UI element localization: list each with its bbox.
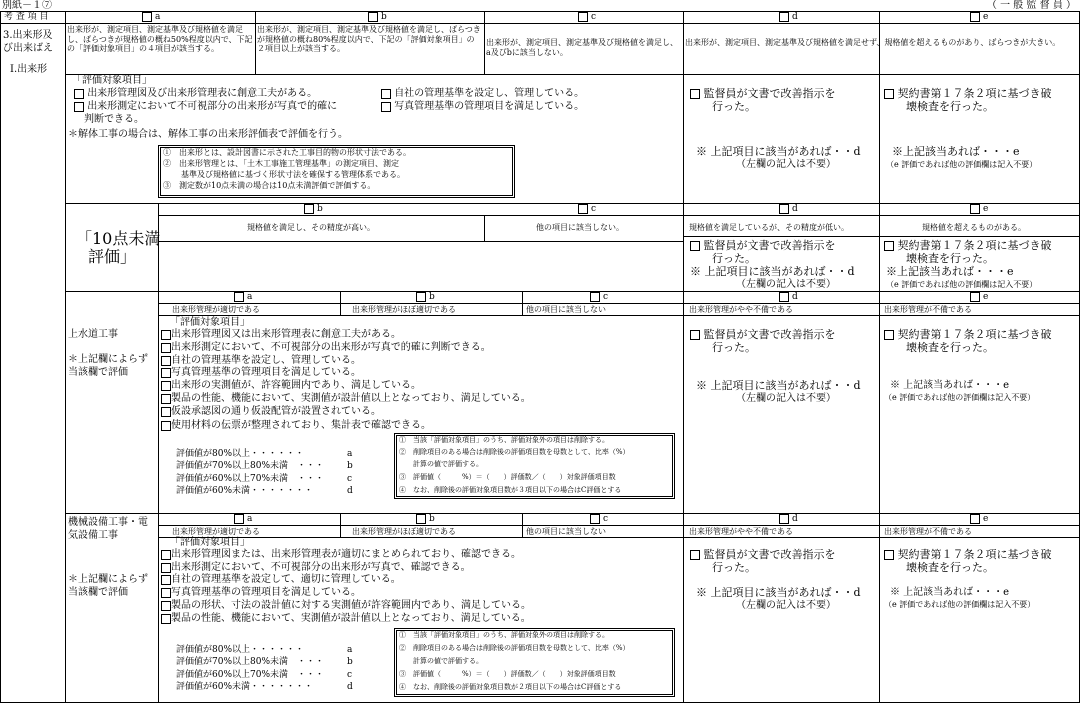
- s2-b-checkbox[interactable]: [304, 204, 314, 214]
- s3-item-checkbox[interactable]: [161, 421, 171, 431]
- s2-c-checkbox[interactable]: [578, 204, 588, 214]
- s3-item-checkbox[interactable]: [161, 356, 171, 366]
- s3-item: 自社の管理基準を設定し、管理している。: [161, 355, 361, 367]
- s4-e-checkbox[interactable]: [970, 514, 980, 524]
- s1-note: ① 出来形とは、設計図書に示された工事目的物の形状寸法である。: [163, 148, 411, 157]
- s2-d-desc: 規格値を満足しているが、その精度が低い。: [689, 223, 849, 232]
- s3-grade-e: e: [970, 292, 988, 302]
- s3-score: 評価値が60%以上70%未満 ・・・: [176, 474, 325, 484]
- s2-b-desc: 規格値を満足し、その精度が高い。: [247, 223, 375, 232]
- s1-d-instruction-cont: 行った。: [712, 100, 756, 113]
- s3-calc-line: ② 削除項目のある場合は削除後の評価項目数を母数として、比率（%）: [399, 448, 630, 456]
- s3-title: 上水道工事: [68, 329, 118, 340]
- s3-score-grade: b: [347, 461, 353, 471]
- s4-score: 評価値が60%以上70%未満 ・・・: [176, 670, 325, 680]
- s4-e-desc: 出来形管理が不備である: [884, 527, 972, 536]
- s1-item-checkbox[interactable]: [74, 89, 84, 99]
- s4-item-checkbox[interactable]: [161, 575, 171, 585]
- s3-item-checkbox[interactable]: [161, 394, 171, 404]
- s3-d-checkbox[interactable]: [779, 292, 789, 302]
- s3-score: 評価値が80%以上・・・・・・: [176, 449, 305, 459]
- s2-d-instr-checkbox[interactable]: [690, 241, 700, 251]
- s1-d-note: ※ 上記項目に該当があれば・・d: [696, 145, 861, 158]
- s3-item: 使用材料の伝票が整理されており、集計表で確認できる。: [161, 420, 431, 432]
- s1-note: ② 出来形管理とは、「土木工事施工管理基準」の測定項目、測定: [163, 159, 399, 168]
- s1-e-inspection-cont: 壊検査を行った。: [906, 100, 994, 113]
- s2-e-inspection: 契約書第１７条２項に基づき破: [884, 240, 1052, 253]
- s4-item-checkbox[interactable]: [161, 563, 171, 573]
- grade-d-description: 出来形が、測定項目、測定基準及び規格値を満足せず、規格値を超えるものがあり、ばらつきが大きい。: [685, 38, 1061, 47]
- s4-item-checkbox[interactable]: [161, 550, 171, 560]
- s3-note: ＊上記欄によらず: [68, 354, 148, 365]
- s4-score-grade: d: [347, 682, 353, 692]
- s2-e-desc: 規格値を超えるものがある。: [922, 223, 1026, 232]
- grade-b-header: b: [368, 12, 387, 22]
- s4-item: 製品の性能、機能において、実測値が設計値以上となっており、満足している。: [161, 613, 531, 625]
- s2-grade-c: c: [578, 204, 596, 214]
- s4-calc-line: ④ なお、削除後の評価対象項目数が２項目以下の場合はC評価とする: [399, 683, 622, 691]
- s4-score-grade: c: [347, 670, 353, 680]
- s3-c-checkbox[interactable]: [590, 292, 600, 302]
- s2-d-instruction-cont: 行った。: [712, 252, 756, 265]
- s4-grade-d: d: [779, 514, 798, 524]
- s4-score: 評価値が70%以上80%未満 ・・・: [176, 657, 325, 667]
- s4-item-checkbox[interactable]: [161, 601, 171, 611]
- s1-e-inspection: 契約書第１７条２項に基づき破: [884, 88, 1052, 101]
- s3-grade-a: a: [234, 292, 252, 302]
- s4-item: 製品の形状、寸法の設計値に対する実測値が許容範囲内であり、満足している。: [161, 600, 531, 612]
- s1-note: 基準及び規格値に基づく形状寸法を確保する管理体系である。: [181, 170, 405, 179]
- category-line1: 3.出来形及: [3, 30, 53, 41]
- grade-d-checkbox[interactable]: [779, 12, 789, 22]
- s3-e-inspection-cont: 壊検査を行った。: [906, 341, 994, 354]
- s4-b-desc: 出来形管理がほぼ適切である: [352, 527, 456, 536]
- s4-e-note2: （e 評価であれば他の評価欄は記入不要）: [884, 600, 1036, 609]
- grade-c-header: c: [578, 12, 596, 22]
- s1-d-note2: （左欄の記入は不要）: [736, 159, 836, 170]
- s4-item: 出来形管理図または、出来形管理表が適切にまとめられており、確認できる。: [161, 549, 521, 561]
- s2-d-instruction: 監督員が文書で改善指示を: [690, 240, 836, 253]
- s3-score-grade: d: [347, 486, 353, 496]
- s3-note-cont: 当該欄で評価: [68, 367, 128, 378]
- s4-calc-line: ③ 評価値（ %）＝（ ）評価数／（ ）対象評価項目数: [399, 670, 616, 678]
- s3-d-note: ※ 上記項目に該当があれば・・d: [696, 379, 861, 392]
- s4-d-note: ※ 上記項目に該当があれば・・d: [696, 586, 861, 599]
- s3-calc-line: ④ なお、削除後の評価対象項目数が３項目以下の場合はC評価とする: [399, 486, 622, 494]
- s4-title-cont: 気設備工事: [68, 530, 118, 541]
- s2-c-desc: 他の項目に該当しない。: [536, 223, 624, 232]
- s4-e-inspection-cont: 壊検査を行った。: [906, 561, 994, 574]
- s4-item: 写真管理基準の管理項目を満足している。: [161, 587, 361, 599]
- s1-note: ③ 測定数が10点未満の場合は10点未満評価で評価する。: [163, 181, 376, 190]
- s3-item: 製品の性能、機能において、実測値が設計値以上となっており、満足している。: [161, 393, 531, 405]
- s4-c-desc: 他の項目に該当しない: [526, 527, 606, 536]
- s4-e-instr-checkbox[interactable]: [884, 550, 894, 560]
- s3-d-note2: （左欄の記入は不要）: [736, 393, 836, 404]
- s3-score: 評価値が70%以上80%未満 ・・・: [176, 461, 325, 471]
- s3-d-desc: 出来形管理がやや不備である: [689, 305, 793, 314]
- s3-e-desc: 出来形管理が不備である: [884, 305, 972, 314]
- s3-e-instr-checkbox[interactable]: [884, 330, 894, 340]
- s1-item: 出来形管理図及び出来形管理表に創意工夫がある。: [74, 88, 317, 100]
- s3-grade-d: d: [779, 292, 798, 302]
- s1-e-checkbox[interactable]: [884, 89, 894, 99]
- s3-d-instruction-cont: 行った。: [712, 341, 756, 354]
- grade-d-header: d: [779, 12, 798, 22]
- s4-d-checkbox[interactable]: [779, 514, 789, 524]
- s1-item: 自社の管理基準を設定し、管理している。: [381, 88, 584, 100]
- s2-grade-e: e: [970, 204, 988, 214]
- s3-b-desc: 出来形管理がほぼ適切である: [352, 305, 456, 314]
- s1-item-cont: 判断できる。: [84, 114, 144, 125]
- s4-score-grade: a: [347, 645, 353, 655]
- s3-a-checkbox[interactable]: [234, 292, 244, 302]
- category-line2: び出来ばえ: [3, 43, 53, 54]
- s3-item-checkbox[interactable]: [161, 381, 171, 391]
- s4-d-instruction: 監督員が文書で改善指示を: [690, 549, 836, 562]
- s3-item-checkbox[interactable]: [161, 407, 171, 417]
- s3-item-checkbox[interactable]: [161, 343, 171, 353]
- s3-item: 出来形の実測値が、許容範囲内であり、満足している。: [161, 380, 421, 392]
- s1-demolition-note: ＊解体工事の場合は、解体工事の出来形評価表で評価を行う。: [68, 129, 348, 140]
- s3-grade-b: b: [416, 292, 435, 302]
- grade-e-header: e: [970, 12, 988, 22]
- s3-item-checkbox[interactable]: [161, 330, 171, 340]
- s3-calc-line: 計算の値で評価する。: [399, 460, 483, 468]
- item-header: 考 査 項 目: [4, 12, 49, 22]
- s2-e-note2: （e 評価であれば他の評価欄は記入不要）: [886, 280, 1038, 289]
- s2-grade-b: b: [304, 204, 323, 214]
- s4-d-desc: 出来形管理がやや不備である: [689, 527, 793, 536]
- s4-d-note2: （左欄の記入は不要）: [736, 600, 836, 611]
- category-title: Ⅰ.出来形: [10, 64, 48, 75]
- grade-c-checkbox[interactable]: [578, 12, 588, 22]
- s2-title: 「10点未満: [76, 229, 161, 248]
- s3-e-checkbox[interactable]: [970, 292, 980, 302]
- s2-e-checkbox[interactable]: [970, 204, 980, 214]
- sheet-number: 別紙－１⑦: [2, 0, 52, 11]
- s3-e-note2: （e 評価であれば他の評価欄は記入不要）: [884, 393, 1036, 402]
- s4-e-inspection: 契約書第１７条２項に基づき破: [884, 549, 1052, 562]
- s4-c-checkbox[interactable]: [590, 514, 600, 524]
- s1-item-checkbox[interactable]: [74, 102, 84, 112]
- s1-d-instruction: 監督員が文書で改善指示を: [690, 88, 836, 101]
- s2-d-note2: （左欄の記入は不要）: [736, 279, 836, 290]
- s3-d-instruction: 監督員が文書で改善指示を: [690, 329, 836, 342]
- s3-d-instr-checkbox[interactable]: [690, 330, 700, 340]
- s3-e-note: ※ 上記該当あれば・・・e: [890, 380, 1010, 391]
- inspector-label: （ 一 般 監 督 員 ）: [986, 0, 1076, 11]
- grade-a-header: a: [142, 12, 160, 22]
- s1-d-checkbox[interactable]: [690, 89, 700, 99]
- s1-item: 写真管理基準の管理項目を満足している。: [381, 101, 584, 113]
- s4-calc-line: 計算の値で評価する。: [399, 657, 483, 665]
- s3-item: 出来形測定において、不可視部分の出来形が写真で的確に判断できる。: [161, 342, 491, 354]
- s3-score-grade: c: [347, 474, 353, 484]
- s1-e-note2: （e 評価であれば他の評価欄は記入不要）: [886, 160, 1038, 169]
- grade-a-description: 出来形が、測定項目、測定基準及び規格値を満足し、ばらつきが規格値の概ね50%程度以内で、下記の「評価対象項目」の４項目が該当する。: [67, 25, 253, 54]
- s1-item: 出来形測定において不可視部分の出来形が写真で的確に: [74, 101, 337, 113]
- s1-item-checkbox[interactable]: [381, 89, 391, 99]
- s4-score: 評価値が60%未満・・・・・・・: [176, 682, 314, 692]
- s4-item: 自社の管理基準を設定して、適切に管理している。: [161, 574, 401, 586]
- s2-e-note: ※上記該当あれば・・・e: [886, 265, 1014, 278]
- grade-b-description: 出来形が、測定項目、測定基準及び規格値を満足し、ばらつきが規格値の概ね80%程度以内で、下記の「評価対象項目」の２項目以上が該当する。: [257, 25, 481, 54]
- s3-score-grade: a: [347, 449, 353, 459]
- s4-score-grade: b: [347, 657, 353, 667]
- s3-item: 写真管理基準の管理項目を満足している。: [161, 367, 361, 379]
- s4-d-instr-checkbox[interactable]: [690, 550, 700, 560]
- s3-b-checkbox[interactable]: [416, 292, 426, 302]
- s4-note: ＊上記欄によらず: [68, 574, 148, 585]
- grade-c-description: 出来形が、測定項目、測定基準及び規格値を満足し、a及びbに該当しない。: [486, 38, 678, 57]
- s3-e-inspection: 契約書第１７条２項に基づき破: [884, 329, 1052, 342]
- s2-d-checkbox[interactable]: [779, 204, 789, 214]
- s4-grade-b: b: [416, 514, 435, 524]
- s3-calc-line: ① 当該「評価対象項目」のうち、評価対象外の項目は削除する。: [399, 436, 609, 444]
- s4-grade-e: e: [970, 514, 988, 524]
- s4-a-checkbox[interactable]: [234, 514, 244, 524]
- s3-item-checkbox[interactable]: [161, 368, 171, 378]
- s4-a-desc: 出来形管理が適切である: [172, 527, 260, 536]
- s1-heading: 「評価対象項目」: [72, 75, 152, 86]
- s3-calc-line: ③ 評価値（ %）＝（ ）評価数／（ ）対象評価項目数: [399, 473, 616, 481]
- s4-title: 機械設備工事・電: [68, 517, 148, 528]
- s3-grade-c: c: [590, 292, 608, 302]
- s2-grade-d: d: [779, 204, 798, 214]
- s4-calc-line: ① 当該「評価対象項目」のうち、評価対象外の項目は削除する。: [399, 631, 609, 639]
- s4-grade-a: a: [234, 514, 252, 524]
- s2-d-note: ※ 上記項目に該当があれば・・d: [690, 265, 855, 278]
- s2-e-inspection-cont: 壊検査を行った。: [906, 252, 994, 265]
- s3-item: 出来形管理図又は出来形管理表に創意工夫がある。: [161, 329, 401, 341]
- s3-score: 評価値が60%未満・・・・・・・: [176, 486, 314, 496]
- s2-e-instr-checkbox[interactable]: [884, 241, 894, 251]
- s4-score: 評価値が80%以上・・・・・・: [176, 645, 305, 655]
- s4-d-instruction-cont: 行った。: [712, 561, 756, 574]
- s4-grade-c: c: [590, 514, 608, 524]
- grade-e-checkbox[interactable]: [970, 12, 980, 22]
- s2-title-cont: 評価」: [88, 247, 137, 266]
- s3-item: 仮設承認図の通り仮設配管が設置されている。: [161, 406, 381, 418]
- s4-item-checkbox[interactable]: [161, 614, 171, 624]
- s4-note-cont: 当該欄で評価: [68, 587, 128, 598]
- s4-b-checkbox[interactable]: [416, 514, 426, 524]
- s4-e-note: ※ 上記該当あれば・・・e: [890, 587, 1010, 598]
- s3-a-desc: 出来形管理が適切である: [172, 305, 260, 314]
- s4-item: 出来形測定において、不可視部分の出来形が写真で、確認できる。: [161, 562, 471, 574]
- s3-heading: 「評価対象項目」: [170, 317, 250, 328]
- s1-e-note: ※上記該当あれば・・・e: [892, 145, 1020, 158]
- grade-a-checkbox[interactable]: [142, 12, 152, 22]
- s3-c-desc: 他の項目に該当しない: [526, 305, 606, 314]
- s1-item-checkbox[interactable]: [381, 102, 391, 112]
- s4-heading: 「評価対象項目」: [170, 537, 250, 548]
- s4-item-checkbox[interactable]: [161, 588, 171, 598]
- grade-b-checkbox[interactable]: [368, 12, 378, 22]
- s4-calc-line: ② 削除項目のある場合は削除後の評価項目数を母数として、比率（%）: [399, 644, 630, 652]
